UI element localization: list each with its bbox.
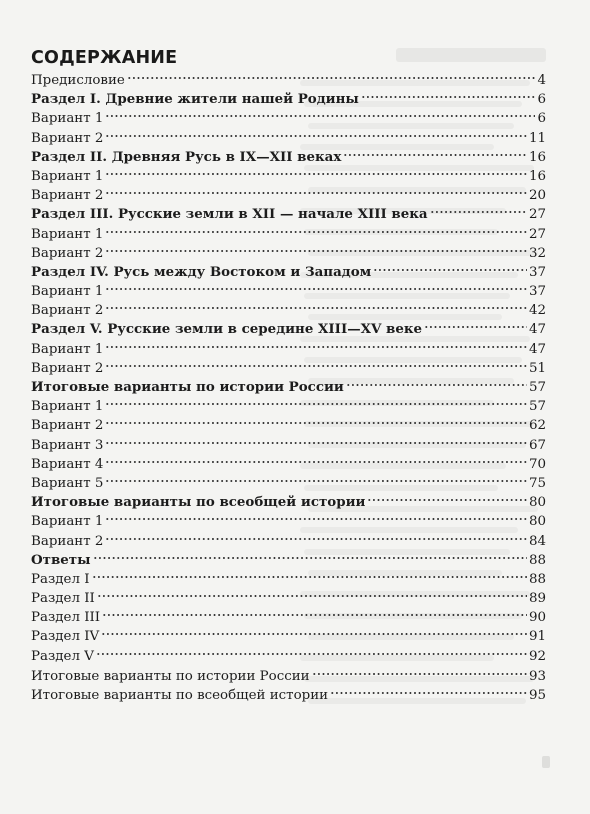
dot-leader <box>96 651 527 657</box>
toc-entry <box>31 570 546 589</box>
dot-leader <box>105 229 527 235</box>
toc-entry-label: Итоговые варианты по истории России <box>31 669 310 685</box>
toc-entry-label: Итоговые варианты по всеобщей истории <box>31 494 366 511</box>
toc-entry <box>31 436 546 455</box>
dot-leader <box>105 440 527 446</box>
dot-leader <box>424 324 527 330</box>
toc-entry-label: Вариант 1 <box>31 284 104 300</box>
toc-entry-label: Вариант 4 <box>31 456 104 472</box>
dot-leader <box>97 593 527 599</box>
toc-page-number: 16 <box>528 149 546 165</box>
toc-page-number: 93 <box>528 669 546 685</box>
dot-leader <box>346 382 527 388</box>
toc-page-number: 32 <box>528 245 546 261</box>
toc-entry <box>31 627 546 646</box>
toc-entry-label: Раздел IV. Русь между Востоком и Западом <box>31 263 372 280</box>
toc-entry <box>31 186 546 205</box>
toc-entry-label: Раздел III <box>31 610 101 626</box>
toc-entry <box>31 167 546 186</box>
toc-entry <box>31 359 546 378</box>
toc-entry-label: Вариант 2 <box>31 533 104 549</box>
toc-entry-label: Вариант 1 <box>31 399 104 415</box>
dot-leader <box>373 267 527 273</box>
toc-entry-label: Вариант 2 <box>31 245 104 261</box>
toc-page-number: 70 <box>528 456 546 472</box>
toc-page-number: 47 <box>528 322 546 338</box>
toc-page-number: 57 <box>528 399 546 415</box>
toc-section-entry <box>31 551 546 570</box>
dot-leader <box>127 75 536 81</box>
dot-leader <box>105 113 535 119</box>
dot-leader <box>105 133 527 139</box>
toc-page-number: 42 <box>528 303 546 319</box>
dot-leader <box>102 612 527 618</box>
dot-leader <box>93 555 527 561</box>
toc-entry <box>31 474 546 493</box>
toc-page-number: 51 <box>528 360 546 376</box>
toc-entry <box>31 244 546 263</box>
toc-entry <box>31 71 546 90</box>
toc-page-number: 37 <box>528 264 546 280</box>
dot-leader <box>105 286 527 292</box>
toc-entry <box>31 397 546 416</box>
dot-leader <box>361 94 536 100</box>
toc-entry <box>31 512 546 531</box>
toc-section-entry <box>31 148 546 167</box>
dot-leader <box>105 305 527 311</box>
toc-entry-label: Вариант 3 <box>31 437 104 453</box>
toc-section-entry <box>31 263 546 282</box>
dot-leader <box>92 574 527 580</box>
toc-entry <box>31 532 546 551</box>
dot-leader <box>367 497 527 503</box>
toc-entry-label: Раздел II. Древняя Русь в IX—XII веках <box>31 148 342 165</box>
toc-entry <box>31 340 546 359</box>
toc-page-number: 84 <box>528 533 546 549</box>
toc-entry <box>31 686 546 705</box>
dot-leader <box>105 516 527 522</box>
dot-leader <box>105 478 527 484</box>
toc-entry <box>31 608 546 627</box>
dot-leader <box>105 344 527 350</box>
toc-entry <box>31 667 546 686</box>
toc-entry-label: Раздел III. Русские земли в XII — начале XIII века <box>31 206 428 223</box>
dot-leader <box>105 401 527 407</box>
toc-page-number: 4 <box>537 73 546 88</box>
toc-entry-label: Итоговые варианты по всеобщей истории <box>31 688 329 704</box>
toc-page-number: 95 <box>528 688 546 704</box>
page-corner-mark <box>542 756 550 768</box>
toc-entry-label: Раздел I. Древние жители нашей Родины <box>31 91 359 108</box>
toc-page-number: 16 <box>528 168 546 184</box>
toc-entry-label: Вариант 2 <box>31 418 104 434</box>
toc-entry-label: Предисловие <box>31 73 125 88</box>
toc-page-number: 62 <box>528 418 546 434</box>
dot-leader <box>105 363 527 369</box>
toc-entry-label: Раздел IV <box>31 629 100 645</box>
toc-page-number: 47 <box>528 341 546 357</box>
toc-page-number: 27 <box>528 207 546 223</box>
dot-leader <box>330 690 527 696</box>
toc-entry <box>31 109 546 128</box>
toc-entry-label: Раздел V <box>31 648 94 664</box>
toc-entry-label: Раздел V. Русские земли в середине XIII—XV веке <box>31 321 423 338</box>
toc-entry-label: Вариант 1 <box>31 111 104 127</box>
toc-entry-label: Вариант 1 <box>31 514 104 530</box>
toc-section-entry <box>31 205 546 224</box>
toc-page-number: 89 <box>528 591 546 607</box>
toc-page-number: 11 <box>528 130 546 146</box>
toc-page-number: 88 <box>528 552 546 568</box>
toc-page-number: 37 <box>528 284 546 300</box>
toc-entry <box>31 416 546 435</box>
toc-entry <box>31 225 546 244</box>
toc-entry-label: Итоговые варианты по истории России <box>31 379 344 395</box>
toc-page-number: 6 <box>537 111 546 127</box>
toc-entry-label: Ответы <box>31 551 91 568</box>
dot-leader <box>105 459 527 465</box>
toc-page-number: 75 <box>528 475 546 491</box>
toc-entry-label: Вариант 2 <box>31 188 104 204</box>
toc-entry-label: Вариант 1 <box>31 341 104 357</box>
toc-entry-label: Вариант 1 <box>31 226 104 242</box>
toc-page-number: 92 <box>528 648 546 664</box>
dot-leader <box>105 190 527 196</box>
dot-leader <box>105 536 527 542</box>
toc-list <box>31 71 546 705</box>
toc-entry <box>31 129 546 148</box>
toc-page-number: 91 <box>528 629 546 645</box>
toc-entry-label: Вариант 2 <box>31 360 104 376</box>
toc-section-entry <box>31 493 546 512</box>
toc-entry <box>31 589 546 608</box>
toc-section-entry <box>31 320 546 339</box>
toc-page-number: 20 <box>528 188 546 204</box>
toc-entry-label: Раздел II <box>31 591 95 607</box>
toc-page-number: 80 <box>528 514 546 530</box>
toc-entry-label: Вариант 2 <box>31 303 104 319</box>
toc-section-entry <box>31 378 546 397</box>
table-of-contents <box>31 46 546 705</box>
toc-page-number: 6 <box>537 92 546 108</box>
toc-entry-label: Раздел I <box>31 571 90 587</box>
toc-entry <box>31 301 546 320</box>
toc-entry <box>31 647 546 666</box>
toc-entry <box>31 282 546 301</box>
toc-entry-label: Вариант 5 <box>31 475 104 491</box>
toc-page-number: 27 <box>528 226 546 242</box>
toc-page-number: 67 <box>528 437 546 453</box>
dot-leader <box>343 152 527 158</box>
toc-page-number: 57 <box>528 380 546 395</box>
dot-leader <box>105 248 527 254</box>
dot-leader <box>105 420 527 426</box>
dot-leader <box>101 631 527 637</box>
toc-section-entry <box>31 90 546 109</box>
page-title: СОДЕРЖАНИЕ <box>31 48 178 68</box>
dot-leader <box>430 209 527 215</box>
toc-page-number: 90 <box>528 610 546 626</box>
toc-page-number: 88 <box>528 571 546 587</box>
toc-entry-label: Вариант 2 <box>31 130 104 146</box>
dot-leader <box>312 671 527 677</box>
toc-entry <box>31 455 546 474</box>
toc-entry-label: Вариант 1 <box>31 168 104 184</box>
dot-leader <box>105 171 527 177</box>
toc-page-number: 80 <box>528 495 546 511</box>
